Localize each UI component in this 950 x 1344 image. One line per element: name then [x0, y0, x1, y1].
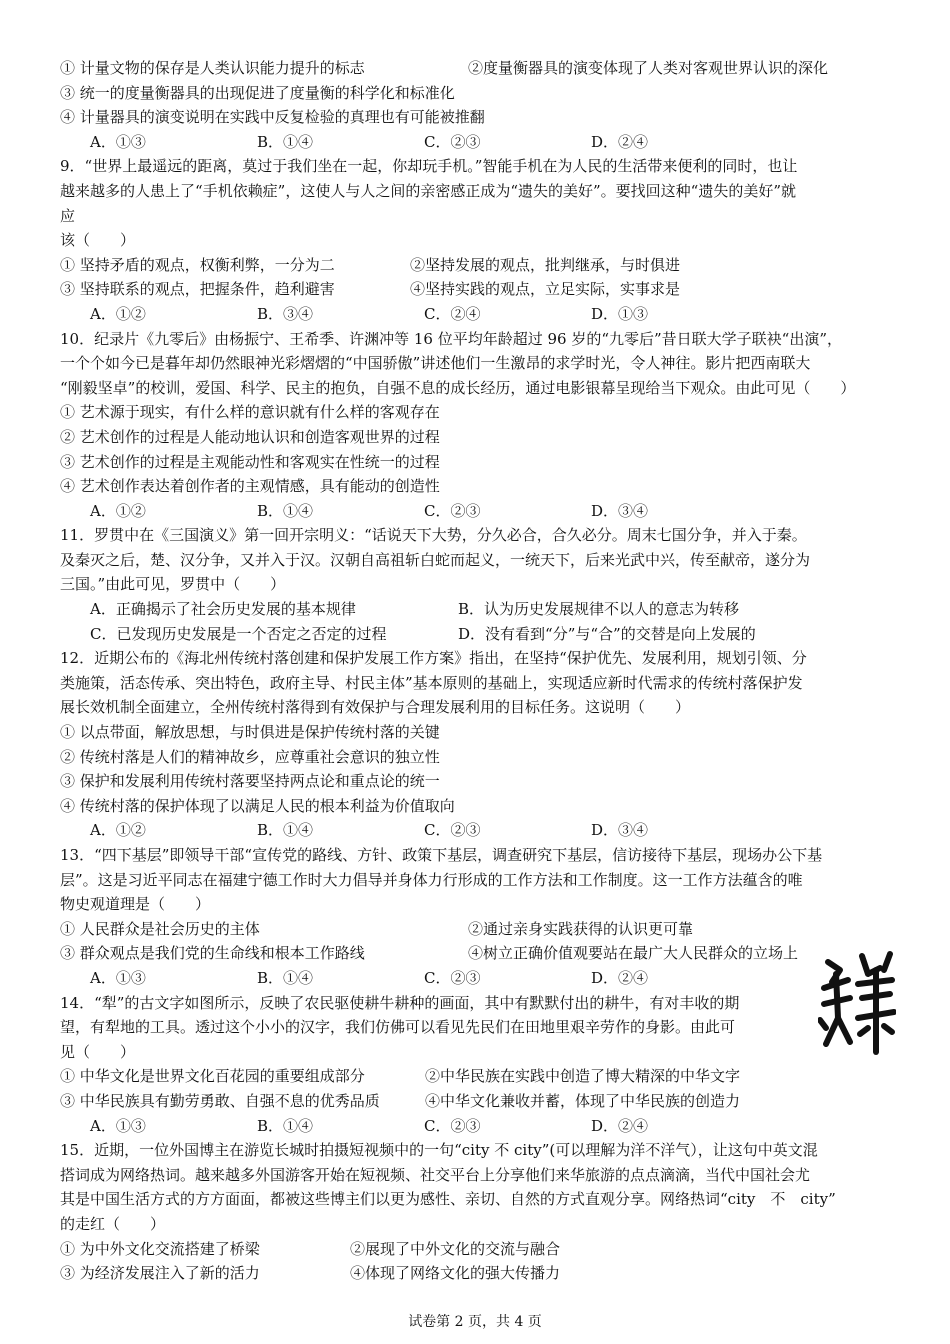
option-b[interactable]: B．认为历史发展规律不以人的意志为转移 [458, 600, 740, 619]
options-row [60, 597, 936, 622]
statement: ③ 为经济发展注入了新的活力 [60, 1264, 260, 1283]
option-c[interactable]: C．②③ [424, 132, 481, 151]
question-stem: 9．“世界上最遥远的距离，莫过于我们坐在一起，你却玩手机。”智能手机在为人民的生活带来便利的同时，也让 [60, 157, 798, 176]
question-stem: 15．近期，一位外国博主在游览长城时拍摄短视频中的一句“city 不 city”(可以理解为洋不洋气），让这句中英文混 [60, 1141, 818, 1160]
statements-row [60, 1237, 936, 1262]
statement: ③ 坚持联系的观点，把握条件，趋利避害 [60, 280, 335, 299]
question-stem: 类施策，活态传承、突出特色，政府主导、村民主体”基本原则的基础上，实现适应新时代需求的传统村落保护发 [60, 673, 803, 692]
statement: ① 以点带面，解放思想，与时俱进是保护传统村落的关键 [60, 723, 440, 742]
question-stem: 其是中国生活方式的方方面面，都被这些博主们以更为感性、亲切、自然的方式直观分享。网络热词“city 不 city” [60, 1190, 836, 1209]
question-stem: “刚毅坚卓”的校训，爱国、科学、民主的抱负，自强不息的成长经历，通过电影银幕呈现给当下观众。由此可见（ ） [60, 378, 856, 397]
statement: ④坚持实践的观点，立足实际，实事求是 [410, 280, 681, 299]
question-stem: 层”。这是习近平同志在福建宁德工作时大力倡导并身体力行形成的工作方法和工作制度。这一工作方法蕴含的唯 [60, 870, 803, 889]
option-c[interactable]: C．②③ [424, 821, 481, 840]
options-row [60, 966, 936, 991]
statements-row [60, 941, 936, 966]
statement: ① 坚持矛盾的观点，权衡利弊，一分为二 [60, 255, 335, 274]
question-stem: 望，有犁地的工具。透过这个小小的汉字，我们仿佛可以看见先民们在田地里艰辛劳作的身影。由此可 [60, 1018, 736, 1037]
options-row [60, 302, 936, 327]
option-a[interactable]: A．①③ [90, 132, 146, 151]
statement: ④ 计量器具的演变说明在实践中反复检验的真理也有可能被推翻 [60, 108, 485, 127]
option-b[interactable]: B．①④ [257, 968, 314, 987]
statement: ③ 统一的度量衡器具的出现促进了度量衡的科学化和标准化 [60, 83, 455, 102]
option-d[interactable]: D．③④ [591, 821, 649, 840]
statement: ④ 艺术创作表达着创作者的主观情感，具有能动的创造性 [60, 477, 440, 496]
option-a[interactable]: A．①③ [90, 1116, 146, 1135]
option-d[interactable]: D．③④ [591, 501, 649, 520]
statement: ④ 传统村落的保护体现了以满足人民的根本利益为价值取向 [60, 796, 455, 815]
statement: ②中华民族在实践中创造了博大精深的中华文字 [425, 1067, 741, 1086]
statement: ① 艺术源于现实，有什么样的意识就有什么样的客观存在 [60, 403, 440, 422]
statement: ②度量衡器具的演变体现了人类对客观世界认识的深化 [468, 59, 829, 77]
option-a[interactable]: A．正确揭示了社会历史发展的基本规律 [90, 600, 356, 619]
question-stem: 12．近期公布的《海北州传统村落创建和保护发展工作方案》指出，在坚持“保护优先、发展利用，规划引领、分 [60, 649, 807, 668]
question-stem: 见（ ） [60, 1042, 136, 1061]
statements-row [60, 277, 936, 302]
option-c[interactable]: C．②③ [424, 1116, 481, 1135]
exam-page [60, 56, 936, 1286]
option-c[interactable]: C．已发现历史发展是一个否定之否定的过程 [90, 624, 387, 643]
option-b[interactable]: B．①④ [257, 821, 314, 840]
statements-row [60, 917, 936, 942]
statements-row [60, 253, 936, 278]
statement: ④体现了网络文化的强大传播力 [350, 1264, 561, 1283]
statement: ① 人民群众是社会历史的主体 [60, 919, 260, 938]
options-row [60, 622, 936, 647]
statement: ③ 艺术创作的过程是主观能动性和客观实在性统一的过程 [60, 452, 440, 471]
statement: ② 艺术创作的过程是人能动地认识和创造客观世界的过程 [60, 427, 440, 446]
statements-row [60, 1064, 936, 1089]
option-d[interactable]: D．没有看到“分”与“合”的交替是向上发展的 [458, 624, 756, 643]
options-row [60, 1114, 936, 1139]
statement: ① 中华文化是世界文化百花园的重要组成部分 [60, 1067, 365, 1086]
option-c[interactable]: C．②③ [424, 501, 481, 520]
statement: ②展现了中外文化的交流与融合 [350, 1239, 561, 1258]
option-d[interactable]: D．②④ [591, 968, 649, 987]
option-b[interactable]: B．①④ [257, 132, 314, 151]
statement: ② 传统村落是人们的精神故乡，应尊重社会意识的独立性 [60, 747, 440, 766]
question-stem: 越来越多的人患上了“手机依赖症”，这使人与人之间的亲密感正成为“遗失的美好”。要找回这种“遗失的美好”就 [60, 181, 797, 200]
question-stem: 11．罗贯中在《三国演义》第一回开宗明义：“话说天下大势，分久必合，合久必分。周末七国分争，并入于秦。 [60, 526, 807, 545]
options-row [60, 818, 936, 843]
question-stem: 的走红（ ） [60, 1214, 166, 1233]
question-stem: 搭词成为网络热词。越来越多外国游客开始在短视频、社交平台上分享他们来华旅游的点点滴滴，当代中国社会尤 [60, 1165, 811, 1184]
question-stem: 14．“犁”的古文字如图所示，反映了农民驱使耕牛耕种的画面，其中有默默付出的耕牛，有对丰收的期 [60, 993, 740, 1012]
option-a[interactable]: A．①③ [90, 968, 146, 987]
option-a[interactable]: A．①② [90, 821, 146, 840]
statement: ① 计量文物的保存是人类认识能力提升的标志 [60, 59, 365, 77]
statement: ③ 群众观点是我们党的生命线和根本工作路线 [60, 944, 365, 963]
statement: ① 为中外文化交流搭建了桥梁 [60, 1239, 260, 1258]
option-c[interactable]: C．②④ [424, 304, 481, 323]
option-a[interactable]: A．①② [90, 501, 146, 520]
page-footer: 试卷第 2 页，共 4 页 [408, 1314, 542, 1330]
ancient-li-character-image [818, 948, 896, 1058]
options-row [60, 130, 936, 155]
question-stem: 应 [60, 206, 76, 225]
option-b[interactable]: B．①④ [257, 501, 314, 520]
option-d[interactable]: D．②④ [591, 1116, 649, 1135]
option-b[interactable]: B．①④ [257, 1116, 314, 1135]
option-d[interactable]: D．①③ [591, 304, 649, 323]
statement: ②通过亲身实践获得的认识更可靠 [468, 919, 694, 938]
question-stem: 该（ ） [60, 231, 136, 250]
question-stem: 展长效机制全面建立，全州传统村落得到有效保护与合理发展利用的目标任务。这说明（ ） [60, 698, 691, 717]
option-b[interactable]: B．③④ [257, 304, 314, 323]
statement: ④中华文化兼收并蓄，体现了中华民族的创造力 [425, 1091, 741, 1110]
options-row [60, 499, 936, 524]
statements-row [60, 1261, 936, 1286]
question-stem: 13．“四下基层”即领导干部“宣传党的路线、方针、政策下基层，调查研究下基层，信访接待下基层，现场办公下基 [60, 846, 823, 864]
option-c[interactable]: C．②③ [424, 968, 481, 987]
statement: ③ 中华民族具有勤劳勇敢、自强不息的优秀品质 [60, 1091, 380, 1110]
question-stem: 物史观道理是（ ） [60, 895, 211, 914]
statement: ②坚持发展的观点，批判继承，与时俱进 [410, 255, 681, 274]
option-d[interactable]: D．②④ [591, 132, 649, 151]
statements-row [60, 1089, 936, 1114]
statement: ③ 保护和发展利用传统村落要坚持两点论和重点论的统一 [60, 772, 440, 791]
question-stem: 10．纪录片《九零后》由杨振宁、王希季、许渊冲等 16 位平均年龄超过 96 岁的“九零后”昔日联大学子联袂“出演”， [60, 329, 843, 348]
prev-statements-row-1 [60, 56, 936, 81]
option-a[interactable]: A．①② [90, 304, 146, 323]
question-stem: 三国。”由此可见，罗贯中（ ） [60, 575, 286, 594]
question-stem: 及秦灭之后，楚、汉分争，又并入于汉。汉朝自高祖斩白蛇而起义，一统天下，后来光武中兴，传至献帝，遂分为 [60, 550, 811, 569]
statement: ④树立正确价值观要站在最广大人民群众的立场上 [468, 944, 799, 963]
question-stem: 一个个如今已是暮年却仍然眼神光彩熠熠的“中国骄傲”讲述他们一生激昂的求学时光，令人神往。影片把西南联大 [60, 354, 811, 373]
